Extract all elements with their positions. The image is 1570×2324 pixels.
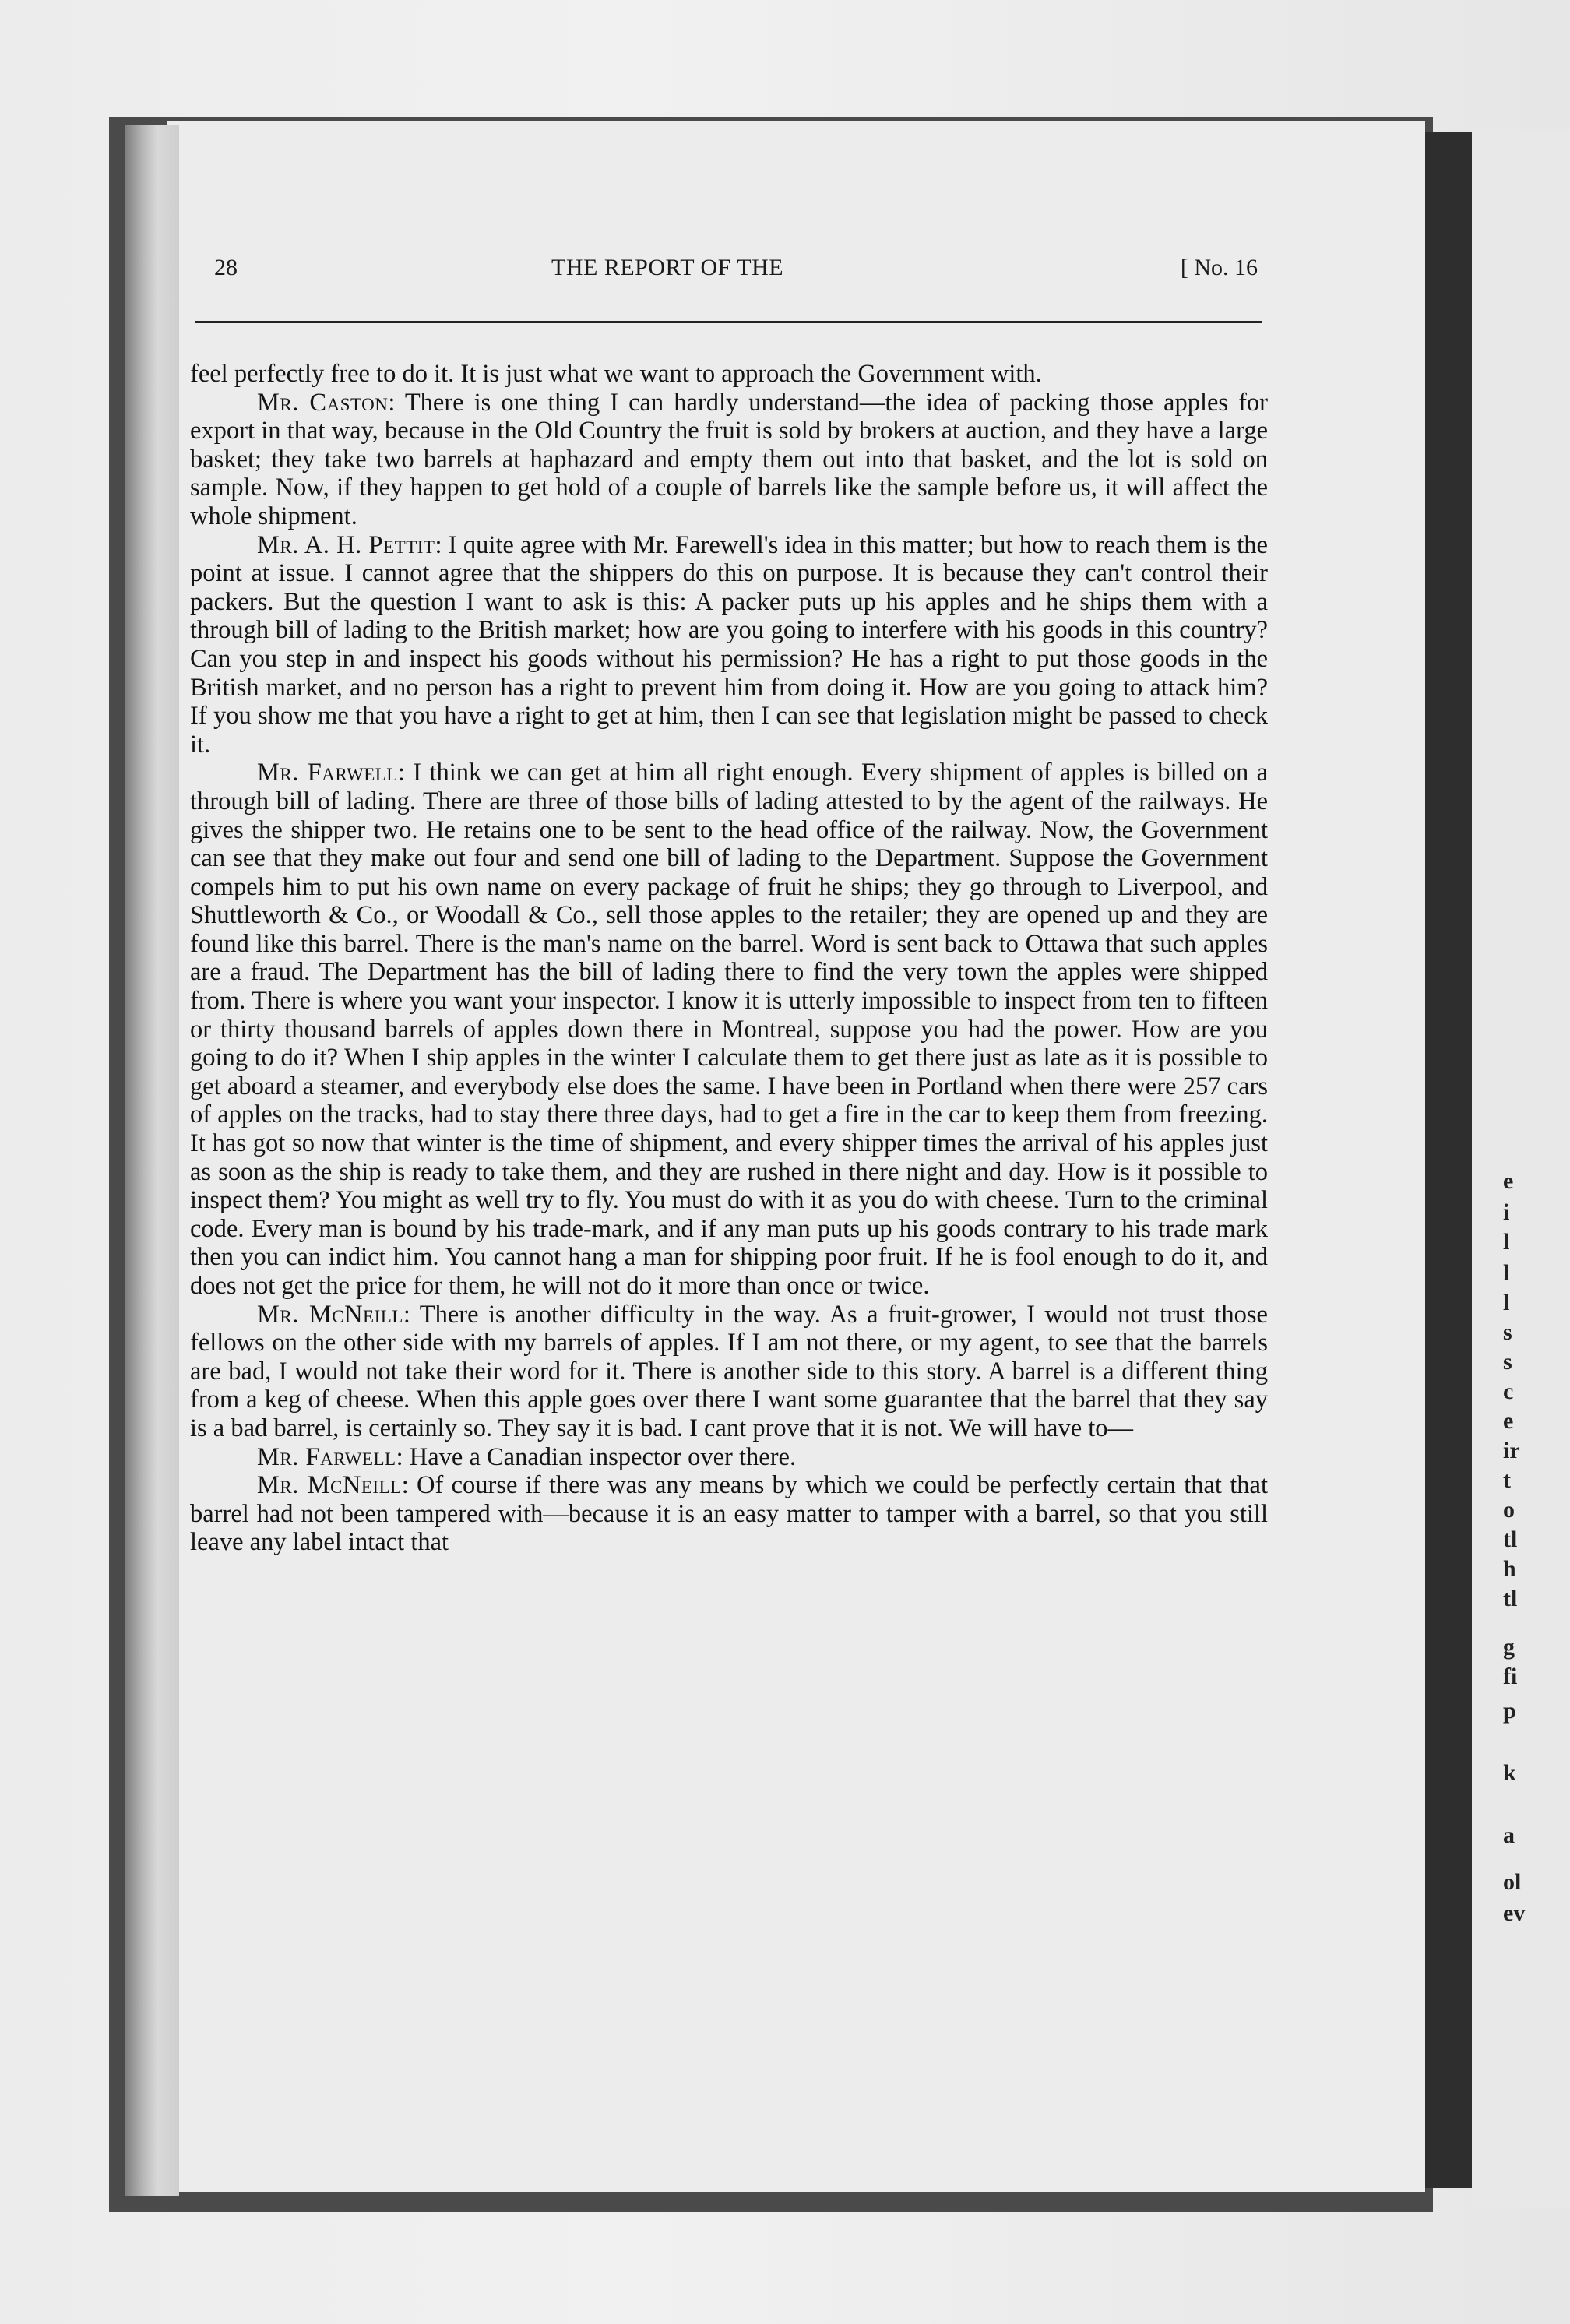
paragraph — [190, 1443, 1268, 1472]
adjacent-page — [1472, 129, 1570, 2208]
adjacent-page-fragment: l — [1503, 1290, 1510, 1315]
adjacent-page-fragments — [1503, 129, 1570, 2208]
adjacent-page-fragment: e — [1503, 1168, 1514, 1194]
page-gutter — [125, 125, 179, 2196]
paragraph — [190, 1471, 1268, 1557]
adjacent-page-fragment: p — [1503, 1698, 1516, 1724]
speaker-name: Mr. Farwell — [257, 759, 398, 787]
paragraph — [190, 531, 1268, 759]
paragraph — [190, 759, 1268, 1300]
page-fold-shadow — [1425, 132, 1472, 2188]
paragraph-text: : There is one thing I can hardly understand—the idea of packing those apples for export in that way, because in the Old Country the fruit is sold by brokers at auction, and they have a large basket; they take two barrels at haphazard and empty them out into that basket, and the lot is sold on sample. Now, if they happen to get hold of a couple of barrels like the sample before us, it will affect the whole shipment. — [190, 388, 1268, 530]
paragraph — [190, 360, 1268, 389]
page-number: 28 — [214, 255, 238, 280]
speaker-name: Mr. McNeill — [257, 1471, 402, 1500]
header-rule — [195, 321, 1262, 323]
adjacent-page-fragment: e — [1503, 1408, 1514, 1434]
adjacent-page-fragment: l — [1503, 1260, 1510, 1286]
paragraph — [190, 1301, 1268, 1443]
adjacent-page-fragment: i — [1503, 1199, 1510, 1225]
paragraph-text: : I think we can get at him all right enough. Every shipment of apples is billed on a through bill of lading. There are three of those bills of lading attested to by the agent of the railways. He gives the shipper two. He retains one to be sent to the head office of the railway. Now, the Government can see that they make out four and send one bill of lading to the Department. Suppose the Government compels him to put his own name on every package of fruit he ships; they go through to Liverpool, and Shuttleworth & Co., or Woodall & Co., sell those apples to the retailer; they are opened up and they are found like this barrel. There is the man's name on the barrel. Word is sent back to Ottawa that such apples are a fraud. The Department has the bill of lading there to find the very town the apples were shipped from. There is where you want your inspector. I know it is utterly impossible to inspect from ten to fifteen or thirty thousand barrels of apples down there in Montreal, suppose you had the power. How are you going to do it? When I ship apples in the winter I calculate them to get there just as late as it is possible to get aboard a steamer, and everybody else does the same. I have been in Portland when there were 257 cars of apples on the tracks, had to stay there three days, had to get a fire in the car to keep them from freezing. It has got so now that winter is the time of shipment, and every shipper times the arrival of his apples just as soon as the ship is ready to take them, and they are rushed in there night and day. How is it possible to inspect them? You might as well try to fly. You must do with it as you do with cheese. Turn to the criminal code. Every man is bound by his trade-mark, and if any man puts up his goods contrary to his trade mark then you can indict him. You cannot hang a man for shipping poor fruit. If he is fool enough to do it, and does not get the price for them, he will not do it more than once or twice. — [190, 759, 1268, 1300]
running-title: THE REPORT OF THE — [551, 255, 784, 280]
paragraph-text: : Have a Canadian inspector over there. — [396, 1442, 797, 1471]
adjacent-page-fragment: g — [1503, 1634, 1515, 1660]
adjacent-page-fragment: ol — [1503, 1869, 1522, 1895]
adjacent-page-fragment: s — [1503, 1349, 1512, 1375]
paragraph-text: : I quite agree with Mr. Farewell's idea in this matter; but how to reach them is the point at issue. I cannot agree that the shippers do this on purpose. It is because they can't control their packers. But the question I want to ask is this: A packer puts up his apples and he ships them with a through bill of lading to the British market; how are you going to interfere with his goods in this country? Can you step in and inspect his goods without his permission? He has a right to put those goods in the British market, and no person has a right to prevent him from doing it. How are you going to attack him? If you show me that you have a right to get at him, then I can see that legislation might be passed to check it. — [190, 530, 1268, 759]
adjacent-page-fragment: fi — [1503, 1664, 1518, 1689]
speaker-name: Mr. Caston — [257, 388, 389, 417]
adjacent-page-fragment: a — [1503, 1822, 1515, 1848]
adjacent-page-fragment: t — [1503, 1467, 1511, 1493]
running-header — [214, 255, 1258, 289]
paragraph — [190, 389, 1268, 531]
adjacent-page-fragment: tl — [1503, 1586, 1518, 1611]
adjacent-page-fragment: ir — [1503, 1438, 1520, 1463]
paragraph-text: : Of course if there was any means by which we could be perfectly certain that that barrel had not been tampered with—because it is an easy matter to tamper with a barrel, so that you still leave any label intact that — [190, 1471, 1268, 1557]
speaker-name: Mr. McNeill — [257, 1300, 403, 1329]
adjacent-page-fragment: ev — [1503, 1900, 1526, 1926]
adjacent-page-fragment: h — [1503, 1556, 1516, 1582]
adjacent-page-fragment: o — [1503, 1497, 1515, 1523]
adjacent-page-fragment: s — [1503, 1319, 1512, 1345]
issue-number: [ No. 16 — [1180, 255, 1258, 280]
adjacent-page-fragment: tl — [1503, 1526, 1518, 1552]
speaker-name: Mr. A. H. Pettit — [257, 530, 435, 559]
adjacent-page-fragment: l — [1503, 1229, 1510, 1255]
adjacent-page-fragment: c — [1503, 1379, 1514, 1404]
paragraph-text: feel perfectly free to do it. It is just what we want to approach the Government with. — [190, 360, 1042, 388]
body-text — [190, 360, 1268, 1557]
paragraph-text: : There is another difficulty in the way. As a fruit-grower, I would not trust those fellows on the other side with my barrels of apples. If I am not there, or my agent, to see that the barrels are bad, I would not take their word for it. There is another side to this story. A barrel is a different thing from a keg of cheese. When this apple goes over there I want some guarantee that the barrel that they say is a bad barrel, is certainly so. They say it is bad. I cant prove that it is not. We will have to— — [190, 1300, 1268, 1442]
speaker-name: Mr. Farwell — [257, 1442, 396, 1471]
adjacent-page-fragment: k — [1503, 1760, 1516, 1786]
